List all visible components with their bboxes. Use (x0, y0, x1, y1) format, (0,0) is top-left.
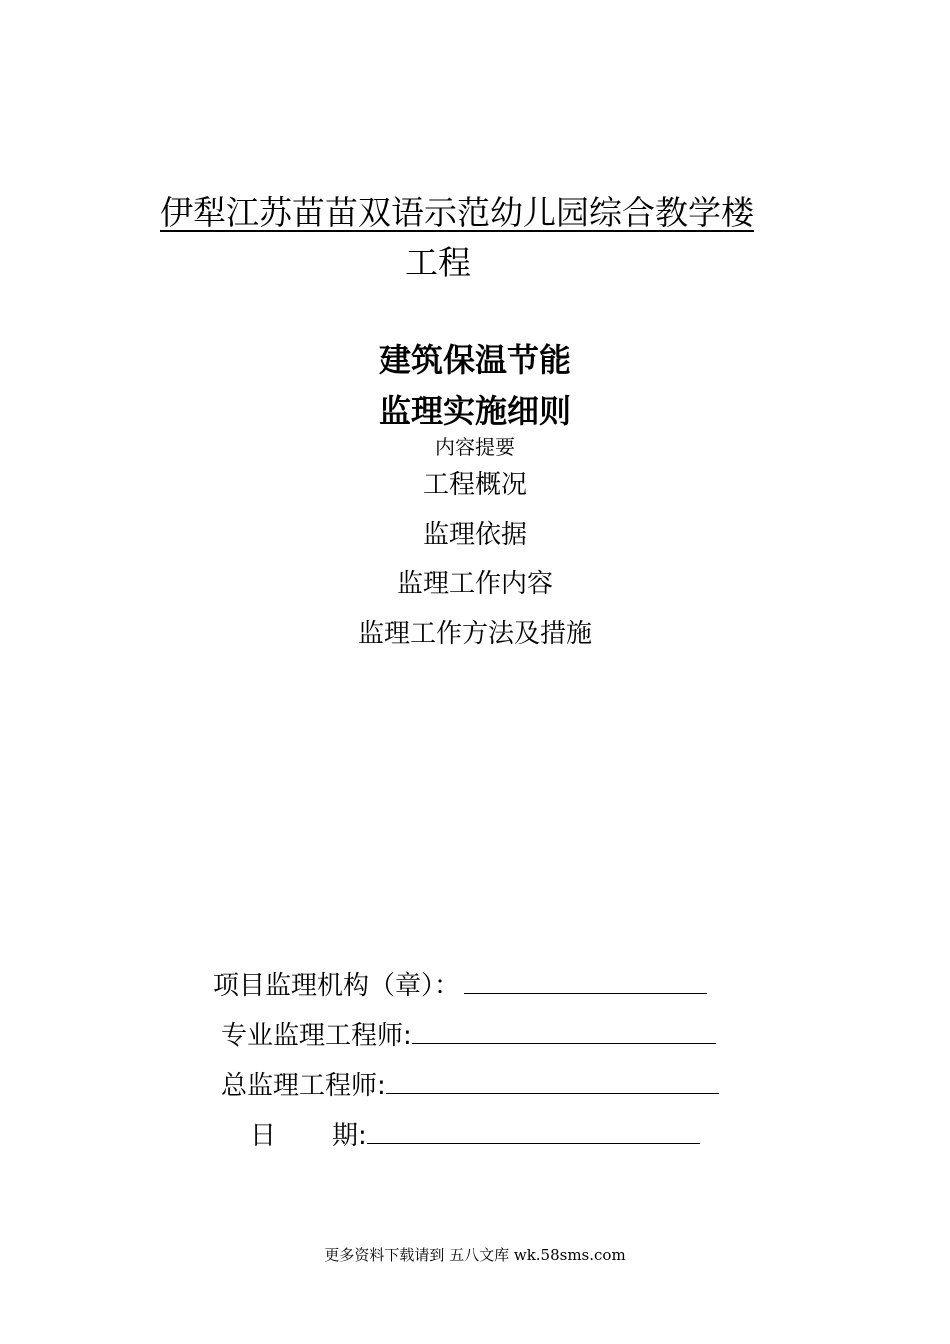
project-title-line-2: 工程 (405, 243, 471, 282)
date-field (250, 1116, 700, 1153)
date-label-first-char: 日 (250, 1121, 277, 1151)
date-label-second-char: 期: (332, 1121, 367, 1151)
contents-item: 工程概况 (422, 470, 527, 500)
specialist-engineer-label: 专业监理工程师: (221, 1021, 412, 1051)
org-seal-field (213, 966, 707, 1003)
project-title (160, 188, 800, 288)
contents-label: 内容提要 (435, 435, 515, 459)
contents-item: 监理工作内容 (396, 569, 553, 599)
chief-engineer-label: 总监理工程师: (221, 1071, 386, 1101)
contents-item: 监理工作方法及措施 (357, 619, 592, 649)
document-title-line-1: 建筑保温节能 (378, 341, 571, 379)
chief-engineer-blank-line (386, 1066, 719, 1094)
contents-item: 监理依据 (422, 520, 527, 550)
footer-note: 更多资料下载请到 五八文库 wk.58sms.com (324, 1246, 626, 1264)
chief-engineer-field (221, 1066, 719, 1103)
org-seal-label: 项目监理机构（章）： (213, 971, 461, 1001)
specialist-engineer-blank-line (412, 1016, 716, 1044)
project-title-line-1: 伊犁江苏苗苗双语示范幼儿园综合教学楼 (160, 193, 754, 232)
org-seal-blank-line (464, 966, 707, 994)
specialist-engineer-field (221, 1016, 716, 1053)
document-title-line-2: 监理实施细则 (378, 392, 571, 430)
date-blank-line (367, 1116, 700, 1144)
